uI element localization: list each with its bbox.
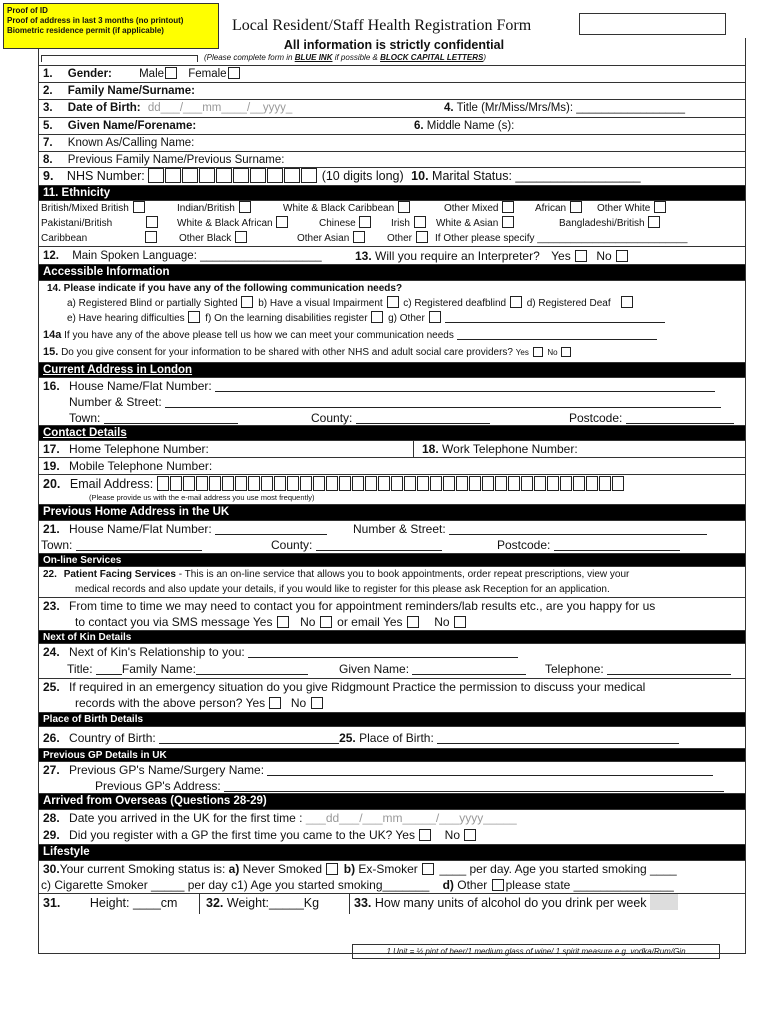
q30-section: 30.Your current Smoking status is: a) Never Smoked b) Ex-Smoker ____ per day. Age you started smoking ____ c) Cigarette Smoker _____ per day c1) Age you started smoking_______ d) Other please state _______________ [39,861,745,894]
ethnicity-checkbox[interactable] [654,201,666,213]
given-name-label: Given Name/Forename: [67,120,197,132]
kin-title-label: Title: [67,662,93,676]
q25-text: records with the above person? [75,696,243,710]
q28-29-section [39,810,745,845]
email-no-checkbox[interactable] [454,616,466,628]
ethnicity-checkbox[interactable] [502,201,514,213]
note-line: Proof of ID [7,6,48,15]
dob-field[interactable]: dd___/___mm____/__yyyy_ [147,102,293,114]
need-option: d) Registered Deaf [526,298,611,309]
q-number: 24. [43,645,60,659]
q-number: 26. [43,731,60,745]
gp-no-checkbox[interactable] [464,829,476,841]
nhs-note: (10 digits long) [321,169,404,183]
q-number: 27. [43,763,60,777]
male-checkbox[interactable] [165,67,177,79]
country-label: Country of Birth: [69,731,156,745]
ethnicity-checkbox[interactable] [414,216,426,228]
ethnicity-option: African [535,203,567,214]
q14a-label: If you have any of the above please tell us how we can meet your communication needs [64,330,454,341]
ethnicity-checkbox[interactable] [648,216,660,228]
current-address-header: Current Address in London [39,363,745,378]
q-number: 16. [43,379,60,393]
known-as-label: Known As/Calling Name: [67,137,195,149]
age-started-field[interactable]: c1) Age you started smoking_______ [231,878,430,892]
yes-label: Yes [515,348,529,357]
gp-yes-checkbox[interactable] [419,829,431,841]
q23-section [39,598,745,631]
country-field[interactable] [159,743,339,744]
kin-given-label: Given Name: [339,662,410,676]
ethnicity-checkbox[interactable] [146,216,158,228]
female-checkbox[interactable] [228,67,240,79]
ethnicity-option: British/Mixed British [41,203,129,214]
q22-text: - This is an on-line service that allows you to book appointments, order repeat prescriptions, view your [175,569,630,580]
no-label: No [444,828,461,842]
q-number: 4. [444,102,454,114]
q-number: 31. [43,896,61,910]
kin-given-field[interactable] [412,674,526,675]
no-label: No [547,348,558,357]
q27-section [39,762,745,794]
arrival-date-field[interactable]: ___dd___/___mm_____/___yyyy_____ [305,811,517,825]
ex-smoker-checkbox[interactable] [422,863,434,875]
online-header: On-line Services [39,554,745,567]
interpreter-no-checkbox[interactable] [616,250,628,262]
ethnicity-option: White & Black African [177,218,273,229]
q28-label: Date you arrived in the UK for the first time : [69,811,303,825]
q1-gender-row [39,66,745,83]
q-number: 6. [414,120,424,132]
home-phone-label: Home Telephone Number: [69,442,209,456]
other-need-field[interactable] [445,322,665,323]
q-number: 32. [206,896,224,910]
no-label: No [300,615,316,629]
q7-row [39,135,745,152]
ethnicity-option: Pakistani/British [41,218,113,229]
q-number: 8. [43,154,53,166]
need-checkbox[interactable] [510,296,522,308]
reference-box[interactable] [579,13,726,35]
confidential-text: All information is strictly confidential [283,38,505,52]
street-field[interactable] [449,534,707,535]
email-label: Email Address: [69,477,154,491]
ethnicity-option: Other Black [179,233,232,244]
patient-facing-services: Patient Facing Services [63,569,176,580]
ethnicity-checkbox[interactable] [239,201,251,213]
kin-relationship-label: Next of Kin's Relationship to you: [69,645,245,659]
yes-label: Yes [395,828,415,842]
need-option: f) On the learning disabilities register [205,313,368,324]
birth-header: Place of Birth Details [39,713,745,727]
yes-label: Yes [551,249,571,263]
county-field[interactable] [356,423,490,424]
kin-family-field[interactable] [196,674,308,675]
ethnicity-header: 11. Ethnicity [39,186,745,201]
no-label: No [434,615,450,629]
current-address-section [39,378,745,426]
town-field[interactable] [76,550,202,551]
yes-label: Yes [382,615,403,629]
q12-13-row [39,247,745,265]
q25-text: If required in an emergency situation do you give Ridgmount Practice the permission to discuss your medical [69,680,646,694]
alcohol-unit-footnote: 1 Unit = ½ pint of beer/1 medium glass of wine/ 1 spirit measure e.g. vodka/Rum/Gin [352,944,720,959]
dob-label: Date of Birth: [67,102,141,114]
ethnicity-options [39,201,745,247]
ethnicity-option: Chinese [319,218,356,229]
ethnicity-checkbox[interactable] [145,231,157,243]
q-number: 17. [43,442,60,456]
q2-row [39,83,745,100]
male-label: Male [139,68,165,80]
ethnicity-option: Other Asian [297,233,350,244]
interpreter-label: Will you require an Interpreter? [375,249,540,263]
previous-address-section [39,521,745,554]
permission-yes-checkbox[interactable] [269,697,281,709]
q-number: 25. [339,731,356,745]
no-label: No [290,696,307,710]
sms-yes-checkbox[interactable] [277,616,289,628]
q-number: 30. [43,862,60,876]
ethnicity-option: Other White [597,203,651,214]
family-name-label: Family Name/Surname: [67,85,195,97]
need-checkbox[interactable] [387,296,399,308]
registration-form [38,38,746,954]
ethnicity-checkbox[interactable] [416,231,428,243]
postcode-field[interactable] [626,423,734,424]
consent-yes-checkbox[interactable] [533,347,543,357]
note-line: Proof of address in last 3 months (no printout) [7,16,184,25]
house-label: House Name/Flat Number: [69,522,212,536]
yes-label: Yes [252,615,273,629]
q5-6-row [39,118,745,135]
previous-surname-label: Previous Family Name/Previous Surname: [67,154,285,166]
postcode-label: Postcode: [497,538,551,552]
alcohol-label: How many units of alcohol do you drink per week [374,896,647,910]
ethnicity-option: Caribbean [41,233,88,244]
q-number: 19. [43,459,60,473]
overseas-header: Arrived from Overseas (Questions 28-29) [39,794,745,810]
q9-10-row [39,168,745,186]
ethnicity-option: Other [387,233,413,244]
q14-label: 14. Please indicate if you have any of the following communication needs? [47,283,403,294]
gp-header: Previous GP Details in UK [39,749,745,762]
town-field[interactable] [104,423,238,424]
kin-title-field[interactable] [96,674,122,675]
ethnicity-checkbox[interactable] [353,231,365,243]
need-option: g) Other [388,313,425,324]
weight-field[interactable]: _____Kg [269,896,320,910]
ethnicity-option: Indian/British [177,203,235,214]
q23-text: From time to time we may need to contact you for appointment reminders/lab results etc., are you happy for us [69,599,656,613]
q22-section [39,567,745,598]
q-number: 7. [43,137,53,149]
no-label: No [596,249,612,263]
q-number: 9. [43,169,54,183]
kin-relationship-field[interactable] [248,657,518,658]
q3-4-row [39,100,745,118]
q-number: 25. [43,680,60,694]
q-number: 28. [43,811,60,825]
language-field[interactable]: ___________________ [196,250,322,262]
other-smoking-checkbox[interactable] [492,879,504,891]
q-number: 21. [43,522,60,536]
q-number: 29. [43,828,60,842]
town-label: Town: [41,538,73,552]
instruction: (Please complete form in BLUE INK if possible & BLOCK CAPITAL LETTERS) [204,53,486,62]
gp-name-label: Previous GP's Name/Surgery Name: [69,763,265,777]
need-option: a) Registered Blind or partially Sighted [67,298,238,309]
accessible-header: Accessible Information [39,265,745,281]
permission-no-checkbox[interactable] [311,697,323,709]
yes-label: Yes [245,696,266,710]
q15-label: Do you give consent for your information to be shared with other NHS and adult social care providers? [61,347,513,358]
kin-telephone-field[interactable] [607,674,731,675]
kin-telephone-label: Telephone: [545,662,604,676]
weight-label: Weight: [226,896,270,910]
or-email-label: or email [337,615,380,629]
need-checkbox[interactable] [371,311,383,323]
communication-needs-field[interactable] [457,339,657,340]
place-label: Place of Birth: [359,731,434,745]
postcode-field[interactable] [554,550,680,551]
title-field[interactable]: Title (Mr/Miss/Mrs/Ms): _________________ [456,102,685,114]
need-checkbox[interactable] [429,311,441,323]
town-label: Town: [69,411,101,425]
q-number: 15. [43,346,59,358]
ethnicity-option: Bangladeshi/British [559,218,645,229]
previous-address-header: Previous Home Address in the UK [39,505,745,521]
ethnicity-option: Other Mixed [444,203,499,214]
q20-row [39,475,745,505]
q-number: 22. [43,569,57,580]
county-label: County: [271,538,313,552]
ex-smoker-details[interactable]: ____ per day. Age you started smoking ____ [439,862,677,876]
marital-status-field[interactable]: Marital Status: __________________ [432,169,641,183]
place-field[interactable] [437,743,679,744]
ethnicity-checkbox[interactable] [570,201,582,213]
q-number: 13. [355,249,372,263]
street-label: Number & Street: [353,522,446,536]
ethnicity-checkbox[interactable] [276,216,288,228]
house-field[interactable] [215,391,715,392]
house-label: House Name/Flat Number: [69,379,212,393]
email-boxes[interactable] [157,477,625,491]
q-number: 12. [43,250,59,262]
lifestyle-header: Lifestyle [39,845,745,861]
kin-family-label: Family Name: [121,662,196,676]
form-title: Local Resident/Staff Health Registration Form [232,17,532,34]
middle-name-label: Middle Name (s): [426,120,515,132]
ethnicity-other-field[interactable]: If Other please specify ___________________________ [435,233,688,244]
q22-text: medical records and also update your details, if you would like to register for this please ask Reception for an application. [75,584,610,595]
field-box [41,55,198,62]
height-field[interactable]: ____cm [132,896,178,910]
county-field[interactable] [316,550,442,551]
ethnicity-option: White & Black Caribbean [283,203,395,214]
q-number: 10. [411,169,429,183]
q-number: 1. [43,68,53,80]
q-number: 3. [43,102,53,114]
q-number: 20. [43,477,61,491]
gp-address-label: Previous GP's Address: [95,779,221,793]
q-number: 2. [43,85,53,97]
q-number: 23. [43,599,60,613]
ethnicity-checkbox[interactable] [133,201,145,213]
nhs-number-label: NHS Number: [66,169,145,183]
q-number: 14a [43,329,62,341]
ethnicity-checkbox[interactable] [235,231,247,243]
q-number: 5. [43,120,53,132]
proof-requirements-note [3,3,219,49]
need-checkbox[interactable] [621,296,633,308]
q8-row [39,152,745,168]
need-checkbox[interactable] [188,311,200,323]
email-note: (Please provide us with the e-mail address you use most frequently) [89,493,315,502]
instruction-row [39,52,745,66]
ethnicity-checkbox[interactable] [502,216,514,228]
cigarette-smoker-field[interactable]: c) Cigarette Smoker _____ per day [41,878,228,892]
q19-row [39,458,745,475]
nhs-number-boxes[interactable] [148,169,318,183]
ethnicity-option: Irish [391,218,410,229]
postcode-label: Postcode: [569,411,623,425]
need-checkbox[interactable] [241,296,253,308]
accessible-section [39,281,745,363]
kin-header: Next of Kin Details [39,631,745,644]
note-line: Biometric residence permit (if applicable) [7,26,164,35]
mobile-label: Mobile Telephone Number: [69,459,213,473]
contact-header: Contact Details [39,426,745,441]
q17-18-row [39,441,745,458]
gp-address-field[interactable] [224,791,724,792]
consent-no-checkbox[interactable] [561,347,571,357]
ethnicity-checkbox[interactable] [359,216,371,228]
alcohol-field[interactable] [650,894,678,910]
smoking-label: Your current Smoking status is: [59,862,226,876]
q23-text: to contact you via SMS message [75,615,250,629]
language-label: Main Spoken Language: [72,250,197,262]
interpreter-yes-checkbox[interactable] [575,250,587,262]
q24-section [39,644,745,679]
q29-label: Did you register with a GP the first time you came to the UK? [69,828,393,842]
q31-33-row [39,894,745,914]
house-field[interactable] [215,534,327,535]
gp-name-field[interactable] [267,775,713,776]
ethnicity-checkbox[interactable] [398,201,410,213]
ethnicity-option: White & Asian [436,218,499,229]
female-label: Female [188,68,227,80]
email-yes-checkbox[interactable] [407,616,419,628]
q25-section [39,679,745,713]
gender-label: Gender: [67,68,112,80]
need-option: e) Have hearing difficulties [67,313,185,324]
height-label: Height: [89,896,130,910]
q26-row [39,727,745,749]
other-smoking-field[interactable]: please state _______________ [505,878,674,892]
sms-no-checkbox[interactable] [320,616,332,628]
county-label: County: [311,411,353,425]
street-field[interactable] [165,407,721,408]
q-number: 18. [422,442,439,456]
work-phone-label: Work Telephone Number: [442,442,578,456]
need-option: c) Registered deafblind [403,298,507,309]
q-number: 33. [354,896,372,910]
street-label: Number & Street: [69,395,162,409]
never-smoked-checkbox[interactable] [326,863,338,875]
need-option: b) Have a visual Impairment [258,298,383,309]
